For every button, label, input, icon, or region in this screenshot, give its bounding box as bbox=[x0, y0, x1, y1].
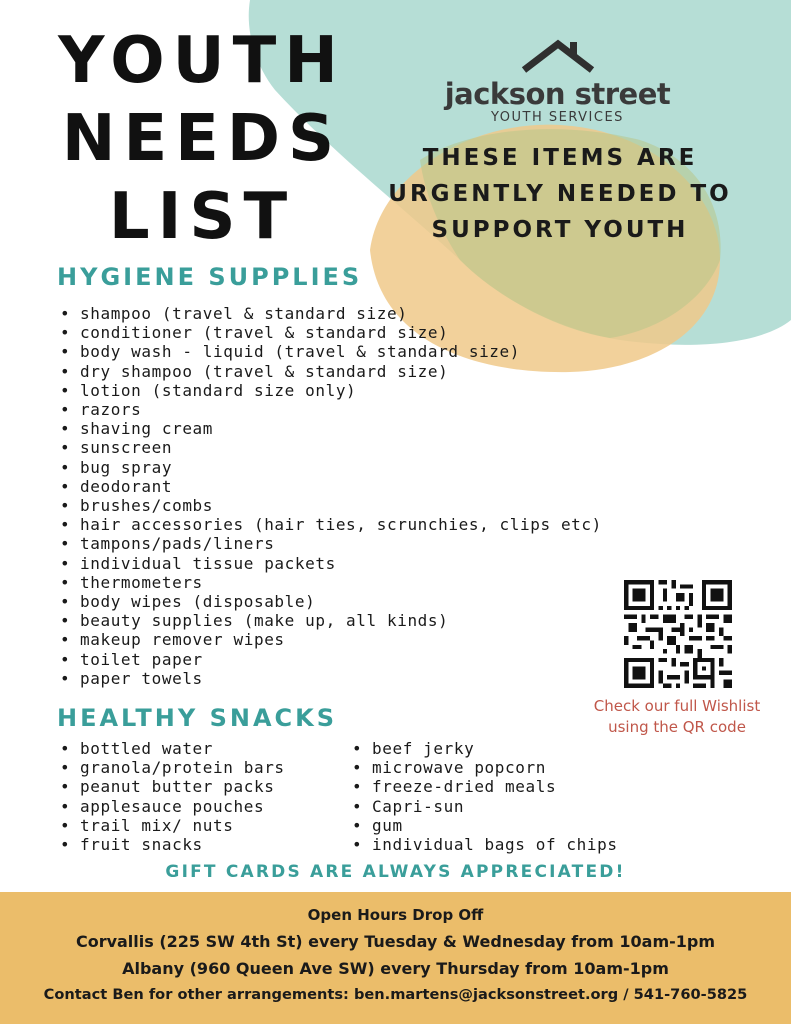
list-item: • freeze-dried meals bbox=[350, 777, 618, 796]
list-item: • shaving cream bbox=[58, 419, 602, 438]
list-item: • beauty supplies (make up, all kinds) bbox=[58, 611, 602, 630]
list-item: • shampoo (travel & standard size) bbox=[58, 304, 602, 323]
list-item: • razors bbox=[58, 400, 602, 419]
list-item: • body wash - liquid (travel & standard size) bbox=[58, 342, 602, 361]
list-item: • gum bbox=[350, 816, 618, 835]
list-item: • tampons/pads/liners bbox=[58, 534, 602, 553]
page-title bbox=[52, 22, 352, 256]
footer-heading: Open Hours Drop Off bbox=[307, 906, 484, 924]
list-item: • makeup remover wipes bbox=[58, 630, 602, 649]
snacks-section-title: HEALTHY SNACKS bbox=[57, 704, 338, 732]
list-item: • fruit snacks bbox=[58, 835, 285, 854]
list-item: • sunscreen bbox=[58, 438, 602, 457]
urgent-statement bbox=[370, 140, 750, 248]
footer-banner bbox=[0, 892, 791, 1024]
organization-logo bbox=[440, 36, 675, 125]
list-item: • brushes/combs bbox=[58, 496, 602, 515]
list-item: • toilet paper bbox=[58, 650, 602, 669]
list-item: • granola/protein bars bbox=[58, 758, 285, 777]
qr-code-icon[interactable] bbox=[624, 580, 732, 688]
list-item: • lotion (standard size only) bbox=[58, 381, 602, 400]
footer-contact[interactable]: Contact Ben for other arrangements: ben.martens@jacksonstreet.org / 541-760-5825 bbox=[43, 986, 748, 1003]
list-item: • peanut butter packs bbox=[58, 777, 285, 796]
list-item: • bug spray bbox=[58, 458, 602, 477]
list-item: • trail mix/ nuts bbox=[58, 816, 285, 835]
urgent-line: URGENTLY NEEDED TO bbox=[388, 181, 732, 207]
list-item: • individual tissue packets bbox=[58, 554, 602, 573]
list-item: • conditioner (travel & standard size) bbox=[58, 323, 602, 342]
logo-name: jackson street bbox=[444, 77, 671, 111]
qr-caption bbox=[582, 696, 772, 738]
list-item: • thermometers bbox=[58, 573, 602, 592]
list-item: • bottled water bbox=[58, 739, 285, 758]
title-line: LIST bbox=[108, 180, 296, 254]
list-item: • paper towels bbox=[58, 669, 602, 688]
title-line: NEEDS bbox=[61, 102, 343, 176]
footer-albany-hours: Albany (960 Queen Ave SW) every Thursday from 10am-1pm bbox=[122, 959, 669, 978]
house-roof-icon bbox=[518, 36, 598, 76]
list-item: • beef jerky bbox=[350, 739, 618, 758]
list-item: • individual bags of chips bbox=[350, 835, 618, 854]
gift-cards-note: GIFT CARDS ARE ALWAYS APPRECIATED! bbox=[165, 862, 626, 882]
hygiene-section-title: HYGIENE SUPPLIES bbox=[57, 263, 363, 291]
logo-subtitle: YOUTH SERVICES bbox=[491, 110, 624, 125]
snacks-list-column-1 bbox=[58, 739, 285, 854]
list-item: • applesauce pouches bbox=[58, 797, 285, 816]
urgent-line: SUPPORT YOUTH bbox=[431, 217, 689, 243]
urgent-line: THESE ITEMS ARE bbox=[422, 145, 698, 171]
list-item: • Capri-sun bbox=[350, 797, 618, 816]
list-item: • deodorant bbox=[58, 477, 602, 496]
snacks-list-column-2 bbox=[350, 739, 618, 854]
footer-corvallis-hours: Corvallis (225 SW 4th St) every Tuesday & Wednesday from 10am-1pm bbox=[75, 932, 716, 951]
qr-caption-line: Check our full Wishlist bbox=[593, 697, 761, 715]
list-item: • body wipes (disposable) bbox=[58, 592, 602, 611]
list-item: • hair accessories (hair ties, scrunchies, clips etc) bbox=[58, 515, 602, 534]
hygiene-list bbox=[58, 304, 602, 688]
qr-caption-line: using the QR code bbox=[608, 718, 746, 736]
list-item: • dry shampoo (travel & standard size) bbox=[58, 362, 602, 381]
list-item: • microwave popcorn bbox=[350, 758, 618, 777]
title-line: YOUTH bbox=[58, 24, 346, 98]
